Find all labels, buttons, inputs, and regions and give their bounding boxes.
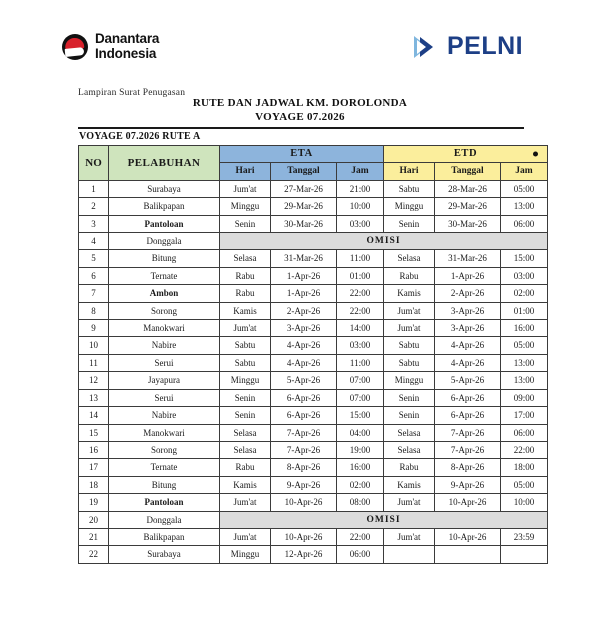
column-header-etd-jam: Jam [501,163,548,180]
cell-omisi: OMISI [220,233,548,250]
cell-etd-hari: Jum'at [384,494,435,511]
table-row [79,424,548,441]
cell-eta-tanggal: 31-Mar-26 [271,250,337,267]
cell-eta-hari: Minggu [220,546,271,563]
column-header-etd-tanggal: Tanggal [435,163,501,180]
cell-eta-hari: Kamis [220,302,271,319]
table-row [79,233,548,250]
cell-etd-hari: Rabu [384,459,435,476]
cell-etd-jam: 16:00 [501,320,548,337]
cell-no: 11 [79,354,109,371]
pelni-chevron-icon [412,33,442,61]
cell-eta-tanggal: 29-Mar-26 [271,198,337,215]
cell-pelabuhan: Ternate [109,267,220,284]
cell-eta-jam: 07:00 [337,372,384,389]
column-header-etd-label: ETD [453,148,478,159]
schedule-table [78,145,548,564]
cell-eta-jam: 03:00 [337,215,384,232]
cell-etd-hari: Kamis [384,476,435,493]
cell-eta-tanggal: 7-Apr-26 [271,441,337,458]
cell-etd-tanggal [435,546,501,563]
cell-etd-jam: 13:00 [501,372,548,389]
title-divider [78,127,524,129]
cell-etd-jam: 01:00 [501,302,548,319]
cell-no: 22 [79,546,109,563]
cell-eta-jam: 03:00 [337,337,384,354]
cell-etd-hari: Minggu [384,372,435,389]
cell-pelabuhan: Ternate [109,459,220,476]
cell-etd-jam: 05:00 [501,337,548,354]
cell-eta-jam: 21:00 [337,180,384,197]
cell-eta-tanggal: 3-Apr-26 [271,320,337,337]
cell-pelabuhan: Ambon [109,285,220,302]
table-row [79,441,548,458]
table-row [79,250,548,267]
table-row [79,528,548,545]
cell-no: 17 [79,459,109,476]
cell-eta-tanggal: 27-Mar-26 [271,180,337,197]
cell-etd-hari [384,546,435,563]
cell-etd-jam: 06:00 [501,424,548,441]
cell-eta-jam: 02:00 [337,476,384,493]
cell-eta-tanggal: 6-Apr-26 [271,407,337,424]
danantara-line-1: Danantara [95,31,160,46]
cell-etd-tanggal: 3-Apr-26 [435,302,501,319]
cell-etd-tanggal: 9-Apr-26 [435,476,501,493]
cell-eta-tanggal: 5-Apr-26 [271,372,337,389]
cell-eta-jam: 04:00 [337,424,384,441]
danantara-logo [62,32,159,61]
cell-eta-hari: Jum'at [220,320,271,337]
cell-pelabuhan: Donggala [109,233,220,250]
column-header-etd-hari: Hari [384,163,435,180]
cell-eta-tanggal: 12-Apr-26 [271,546,337,563]
cell-no: 20 [79,511,109,528]
cell-pelabuhan: Sorong [109,441,220,458]
cell-pelabuhan: Serui [109,354,220,371]
table-row [79,476,548,493]
cell-etd-tanggal: 7-Apr-26 [435,424,501,441]
cell-etd-tanggal: 10-Apr-26 [435,494,501,511]
cell-eta-hari: Senin [220,389,271,406]
cell-pelabuhan: Bitung [109,250,220,267]
table-row [79,302,548,319]
danantara-emblem-icon [62,34,88,60]
cell-etd-hari: Selasa [384,441,435,458]
cell-eta-hari: Minggu [220,198,271,215]
cell-etd-jam [501,546,548,563]
cell-etd-tanggal: 7-Apr-26 [435,441,501,458]
table-row [79,180,548,197]
cell-eta-jam: 08:00 [337,494,384,511]
cell-etd-tanggal: 5-Apr-26 [435,372,501,389]
cell-etd-hari: Senin [384,215,435,232]
cell-pelabuhan: Nabire [109,337,220,354]
cell-eta-hari: Selasa [220,441,271,458]
voyage-route-label: VOYAGE 07.2026 RUTE A [79,131,201,142]
column-header-pelabuhan: PELABUHAN [109,146,220,181]
cell-no: 15 [79,424,109,441]
cell-no: 5 [79,250,109,267]
cell-no: 21 [79,528,109,545]
cell-no: 4 [79,233,109,250]
cell-etd-hari: Rabu [384,267,435,284]
table-row [79,494,548,511]
cell-eta-jam: 10:00 [337,198,384,215]
cell-etd-hari: Sabtu [384,337,435,354]
cell-pelabuhan: Sorong [109,302,220,319]
column-header-etd [384,146,548,163]
cell-eta-jam: 07:00 [337,389,384,406]
cell-eta-jam: 14:00 [337,320,384,337]
cell-eta-hari: Sabtu [220,354,271,371]
cell-etd-tanggal: 10-Apr-26 [435,528,501,545]
cell-eta-tanggal: 4-Apr-26 [271,354,337,371]
cell-eta-tanggal: 10-Apr-26 [271,528,337,545]
cell-etd-tanggal: 6-Apr-26 [435,389,501,406]
cell-etd-hari: Sabtu [384,180,435,197]
cell-eta-tanggal: 10-Apr-26 [271,494,337,511]
table-row [79,354,548,371]
column-header-eta-jam: Jam [337,163,384,180]
cell-etd-hari: Minggu [384,198,435,215]
cell-etd-jam: 15:00 [501,250,548,267]
cell-etd-jam: 05:00 [501,180,548,197]
cell-etd-jam: 13:00 [501,198,548,215]
schedule-table-head [79,146,548,181]
cell-omisi: OMISI [220,511,548,528]
column-header-no: NO [79,146,109,181]
cell-eta-tanggal: 8-Apr-26 [271,459,337,476]
cell-etd-tanggal: 29-Mar-26 [435,198,501,215]
schedule-table-body [79,180,548,563]
cell-no: 9 [79,320,109,337]
cell-etd-tanggal: 4-Apr-26 [435,354,501,371]
cell-eta-tanggal: 4-Apr-26 [271,337,337,354]
cell-eta-hari: Rabu [220,459,271,476]
cell-etd-tanggal: 4-Apr-26 [435,337,501,354]
cell-pelabuhan: Manokwari [109,424,220,441]
lampiran-caption: Lampiran Surat Penugasan [78,88,186,98]
danantara-wordmark [95,32,159,61]
cell-eta-jam: 15:00 [337,407,384,424]
cell-etd-jam: 03:00 [501,267,548,284]
cell-eta-hari: Jum'at [220,494,271,511]
cell-eta-hari: Jum'at [220,180,271,197]
cell-etd-tanggal: 30-Mar-26 [435,215,501,232]
cell-etd-hari: Senin [384,407,435,424]
cell-pelabuhan: Balikpapan [109,198,220,215]
cell-etd-jam: 10:00 [501,494,548,511]
column-header-eta: ETA [220,146,384,163]
table-row [79,389,548,406]
cell-eta-hari: Selasa [220,424,271,441]
cell-etd-hari: Senin [384,389,435,406]
cell-etd-hari: Sabtu [384,354,435,371]
cell-eta-jam: 11:00 [337,354,384,371]
table-row [79,459,548,476]
table-row [79,320,548,337]
cell-no: 14 [79,407,109,424]
cell-eta-tanggal: 9-Apr-26 [271,476,337,493]
page-title-line-1: RUTE DAN JADWAL KM. DOROLONDA [192,97,408,109]
cell-pelabuhan: Nabire [109,407,220,424]
cell-eta-hari: Selasa [220,250,271,267]
cell-pelabuhan: Surabaya [109,546,220,563]
cell-eta-jam: 22:00 [337,528,384,545]
cell-pelabuhan: Pantoloan [109,215,220,232]
cell-eta-hari: Senin [220,407,271,424]
cell-pelabuhan: Serui [109,389,220,406]
cell-pelabuhan: Balikpapan [109,528,220,545]
table-row [79,372,548,389]
cell-eta-hari: Sabtu [220,337,271,354]
etd-marker-dot-icon [533,152,538,157]
cell-eta-hari: Rabu [220,267,271,284]
cell-etd-hari: Kamis [384,285,435,302]
cell-pelabuhan: Donggala [109,511,220,528]
cell-eta-hari: Senin [220,215,271,232]
cell-pelabuhan: Bitung [109,476,220,493]
cell-etd-jam: 13:00 [501,354,548,371]
table-row [79,215,548,232]
cell-eta-hari: Kamis [220,476,271,493]
cell-etd-hari: Jum'at [384,302,435,319]
table-row [79,546,548,563]
cell-etd-tanggal: 31-Mar-26 [435,250,501,267]
cell-etd-tanggal: 3-Apr-26 [435,320,501,337]
cell-etd-jam: 17:00 [501,407,548,424]
logo-row [0,28,600,72]
column-header-eta-hari: Hari [220,163,271,180]
cell-no: 7 [79,285,109,302]
table-row [79,267,548,284]
cell-etd-jam: 09:00 [501,389,548,406]
cell-eta-jam: 11:00 [337,250,384,267]
cell-eta-tanggal: 1-Apr-26 [271,267,337,284]
schedule-table-container [78,145,535,564]
cell-eta-tanggal: 2-Apr-26 [271,302,337,319]
cell-eta-jam: 16:00 [337,459,384,476]
cell-etd-jam: 05:00 [501,476,548,493]
cell-etd-jam: 23:59 [501,528,548,545]
cell-pelabuhan: Pantoloan [109,494,220,511]
column-header-eta-tanggal: Tanggal [271,163,337,180]
cell-eta-tanggal: 30-Mar-26 [271,215,337,232]
cell-etd-hari: Jum'at [384,528,435,545]
cell-eta-hari: Minggu [220,372,271,389]
cell-eta-hari: Jum'at [220,528,271,545]
cell-no: 6 [79,267,109,284]
cell-no: 10 [79,337,109,354]
cell-no: 3 [79,215,109,232]
table-row [79,337,548,354]
cell-etd-tanggal: 2-Apr-26 [435,285,501,302]
cell-etd-jam: 06:00 [501,215,548,232]
cell-no: 18 [79,476,109,493]
cell-etd-hari: Selasa [384,250,435,267]
cell-no: 13 [79,389,109,406]
cell-eta-jam: 01:00 [337,267,384,284]
cell-etd-tanggal: 1-Apr-26 [435,267,501,284]
cell-etd-jam: 02:00 [501,285,548,302]
cell-pelabuhan: Jayapura [109,372,220,389]
cell-etd-tanggal: 8-Apr-26 [435,459,501,476]
cell-no: 19 [79,494,109,511]
cell-eta-jam: 06:00 [337,546,384,563]
cell-no: 1 [79,180,109,197]
cell-etd-tanggal: 28-Mar-26 [435,180,501,197]
page-title [0,97,600,124]
cell-eta-jam: 19:00 [337,441,384,458]
cell-eta-tanggal: 6-Apr-26 [271,389,337,406]
cell-pelabuhan: Surabaya [109,180,220,197]
table-row [79,285,548,302]
cell-eta-hari: Rabu [220,285,271,302]
page-title-line-2: VOYAGE 07.2026 [255,110,345,123]
cell-eta-tanggal: 7-Apr-26 [271,424,337,441]
cell-no: 2 [79,198,109,215]
cell-pelabuhan: Manokwari [109,320,220,337]
cell-etd-hari: Jum'at [384,320,435,337]
table-row [79,407,548,424]
cell-etd-hari: Selasa [384,424,435,441]
table-row [79,511,548,528]
cell-eta-jam: 22:00 [337,285,384,302]
table-row [79,198,548,215]
cell-no: 16 [79,441,109,458]
pelni-logo [412,32,523,61]
cell-eta-jam: 22:00 [337,302,384,319]
cell-etd-jam: 18:00 [501,459,548,476]
cell-etd-jam: 22:00 [501,441,548,458]
danantara-line-2: Indonesia [95,45,157,61]
cell-no: 12 [79,372,109,389]
header-row-primary [79,146,548,163]
cell-etd-tanggal: 6-Apr-26 [435,407,501,424]
cell-eta-tanggal: 1-Apr-26 [271,285,337,302]
pelni-wordmark: PELNI [447,32,524,60]
cell-no: 8 [79,302,109,319]
